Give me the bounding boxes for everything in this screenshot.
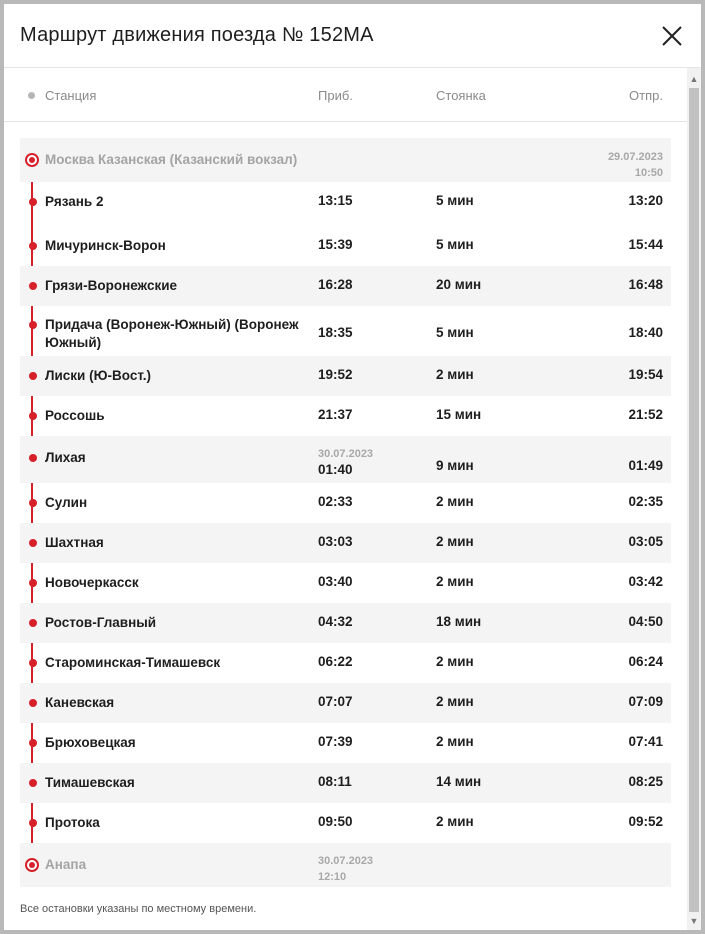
station-row — [20, 266, 671, 306]
stop-duration: 2 мин — [436, 494, 474, 509]
arrival-time: 01:40 — [318, 462, 353, 477]
stop-duration: 14 мин — [436, 774, 482, 789]
close-button[interactable] — [656, 20, 688, 52]
arrival-cell — [318, 367, 353, 382]
stop-duration: 20 мин — [436, 277, 482, 292]
station-name: Россошь — [45, 408, 105, 423]
departure-time: 03:42 — [628, 574, 663, 589]
arrival-time: 06:22 — [318, 654, 353, 669]
departure-time: 04:50 — [628, 614, 663, 629]
stop-duration: 2 мин — [436, 654, 474, 669]
arrival-date: 30.07.2023 — [318, 448, 374, 460]
station-row — [20, 182, 671, 222]
station-name: Анапа — [45, 857, 87, 872]
departure-time: 15:44 — [628, 237, 663, 252]
arrival-cell — [318, 534, 353, 549]
station-name: Новочеркасск — [45, 575, 139, 590]
station-marker — [29, 282, 37, 290]
arrival-cell — [318, 734, 353, 749]
stop-duration: 5 мин — [436, 237, 474, 252]
departure-cell — [628, 694, 663, 709]
station-row — [20, 396, 671, 436]
departure-cell — [628, 654, 663, 669]
station-row — [20, 138, 671, 182]
arrival-date: 30.07.2023 — [318, 855, 374, 867]
departure-cell — [628, 774, 663, 789]
arrival-cell — [318, 574, 353, 589]
table-header — [4, 68, 687, 122]
departure-time: 18:40 — [628, 325, 663, 340]
arrival-time: 12:10 — [318, 871, 347, 883]
departure-cell — [628, 277, 663, 292]
station-name: Тимашевская — [45, 775, 135, 790]
arrival-cell — [318, 446, 373, 477]
station-marker — [29, 779, 37, 787]
header-dot — [28, 92, 35, 99]
stop-duration: 5 мин — [436, 193, 474, 208]
arrival-time: 13:15 — [318, 193, 353, 208]
station-marker — [29, 499, 37, 507]
station-name: Сулин — [45, 495, 88, 510]
stop-duration: 2 мин — [436, 367, 474, 382]
column-arrival: Приб. — [318, 88, 353, 103]
station-row — [20, 803, 671, 843]
station-name: Брюховецкая — [45, 735, 136, 750]
station-name: Грязи-Воронежские — [45, 278, 178, 293]
arrival-time: 08:11 — [318, 774, 352, 789]
station-row — [20, 763, 671, 803]
arrival-cell — [318, 237, 353, 252]
scroll-thumb[interactable] — [689, 88, 699, 912]
arrival-time: 07:39 — [318, 734, 353, 749]
arrival-time: 03:40 — [318, 574, 353, 589]
station-marker — [29, 579, 37, 587]
column-station: Станция — [45, 88, 97, 103]
station-row — [20, 723, 671, 763]
stop-duration: 2 мин — [436, 814, 474, 829]
close-icon — [656, 20, 688, 52]
arrival-cell — [318, 654, 353, 669]
departure-cell — [628, 407, 663, 422]
arrival-cell — [318, 407, 353, 422]
modal-header — [4, 4, 701, 68]
scrollbar[interactable] — [687, 68, 701, 930]
scroll-up-icon[interactable]: ▲ — [689, 74, 699, 84]
arrival-time: 09:50 — [318, 814, 353, 829]
station-marker — [29, 372, 37, 380]
station-marker — [29, 539, 37, 547]
station-row — [20, 563, 671, 603]
departure-cell — [628, 494, 663, 509]
departure-date: 29.07.2023 — [607, 151, 663, 163]
departure-time: 02:35 — [628, 494, 663, 509]
stop-duration: 9 мин — [436, 458, 474, 473]
station-marker — [29, 819, 37, 827]
arrival-cell — [318, 277, 353, 292]
departure-time: 01:49 — [628, 458, 663, 473]
departure-time: 09:52 — [628, 814, 663, 829]
arrival-time: 15:39 — [318, 237, 353, 252]
station-marker — [29, 659, 37, 667]
departure-time: 16:48 — [628, 277, 663, 292]
footnote: Все остановки указаны по местному времени. — [20, 903, 257, 915]
station-row — [20, 306, 671, 356]
arrival-cell — [318, 853, 373, 885]
stop-duration: 2 мин — [436, 694, 474, 709]
arrival-cell — [318, 494, 353, 509]
station-marker — [29, 321, 37, 329]
station-marker — [29, 454, 37, 462]
station-marker — [29, 242, 37, 250]
station-marker — [29, 198, 37, 206]
departure-cell — [628, 614, 663, 629]
departure-time: 10:50 — [634, 167, 663, 179]
station-marker — [29, 739, 37, 747]
station-row — [20, 483, 671, 523]
station-row — [20, 523, 671, 563]
station-marker — [29, 412, 37, 420]
stop-duration: 2 мин — [436, 574, 474, 589]
station-name: Шахтная — [45, 535, 104, 550]
modal-title: Маршрут движения поезда № 152МА — [20, 24, 374, 46]
station-row — [20, 226, 671, 266]
departure-time: 06:24 — [628, 654, 663, 669]
arrival-time: 04:32 — [318, 614, 353, 629]
arrival-time: 18:35 — [318, 325, 353, 340]
terminal-station-marker — [25, 153, 39, 167]
arrival-cell — [318, 193, 353, 208]
departure-cell — [628, 734, 663, 749]
arrival-cell — [318, 614, 353, 629]
departure-cell — [628, 237, 663, 252]
departure-time: 21:52 — [628, 407, 663, 422]
station-name: Ростов-Главный — [45, 615, 157, 630]
station-marker — [29, 699, 37, 707]
station-row — [20, 843, 671, 887]
departure-cell — [628, 574, 663, 589]
departure-time: 19:54 — [628, 367, 663, 382]
departure-cell — [608, 149, 663, 181]
arrival-time: 02:33 — [318, 494, 353, 509]
train-route-modal — [4, 4, 701, 930]
station-name: Мичуринск-Ворон — [45, 238, 166, 253]
arrival-cell — [318, 774, 352, 789]
departure-time: 07:41 — [628, 734, 663, 749]
departure-cell — [628, 193, 663, 208]
station-row — [20, 356, 671, 396]
column-stop: Стоянка — [436, 88, 486, 103]
stop-duration: 2 мин — [436, 534, 474, 549]
column-departure: Отпр. — [629, 88, 663, 103]
departure-time: 13:20 — [628, 193, 663, 208]
arrival-time: 19:52 — [318, 367, 353, 382]
station-name: Лиски (Ю-Вост.) — [45, 368, 151, 383]
station-row — [20, 436, 671, 483]
station-name: Рязань 2 — [45, 194, 104, 209]
station-row — [20, 603, 671, 643]
station-name: Лихая — [45, 450, 86, 465]
departure-time: 08:25 — [628, 774, 663, 789]
arrival-time: 07:07 — [318, 694, 353, 709]
stop-duration: 18 мин — [436, 614, 482, 629]
departure-cell — [628, 325, 663, 340]
arrival-cell — [318, 325, 353, 340]
departure-cell — [628, 458, 663, 473]
stop-duration: 5 мин — [436, 325, 474, 340]
departure-cell — [628, 814, 663, 829]
station-name: Каневская — [45, 695, 115, 710]
scroll-down-icon[interactable]: ▼ — [689, 916, 699, 926]
station-name: Москва Казанская (Казанский вокзал) — [45, 152, 298, 167]
station-row — [20, 643, 671, 683]
arrival-cell — [318, 814, 353, 829]
departure-cell — [628, 367, 663, 382]
stop-duration: 15 мин — [436, 407, 482, 422]
arrival-time: 03:03 — [318, 534, 353, 549]
departure-time: 07:09 — [628, 694, 663, 709]
station-name: Протока — [45, 815, 100, 830]
departure-time: 03:05 — [628, 534, 663, 549]
arrival-time: 16:28 — [318, 277, 353, 292]
station-name: Придача (Воронеж-Южный) (Воронеж Южный) — [45, 317, 299, 350]
station-marker — [29, 619, 37, 627]
station-row — [20, 683, 671, 723]
stop-duration: 2 мин — [436, 734, 474, 749]
terminal-station-marker — [25, 858, 39, 872]
departure-cell — [628, 534, 663, 549]
arrival-time: 21:37 — [318, 407, 353, 422]
arrival-cell — [318, 694, 353, 709]
station-name: Староминская-Тимашевск — [45, 655, 221, 670]
